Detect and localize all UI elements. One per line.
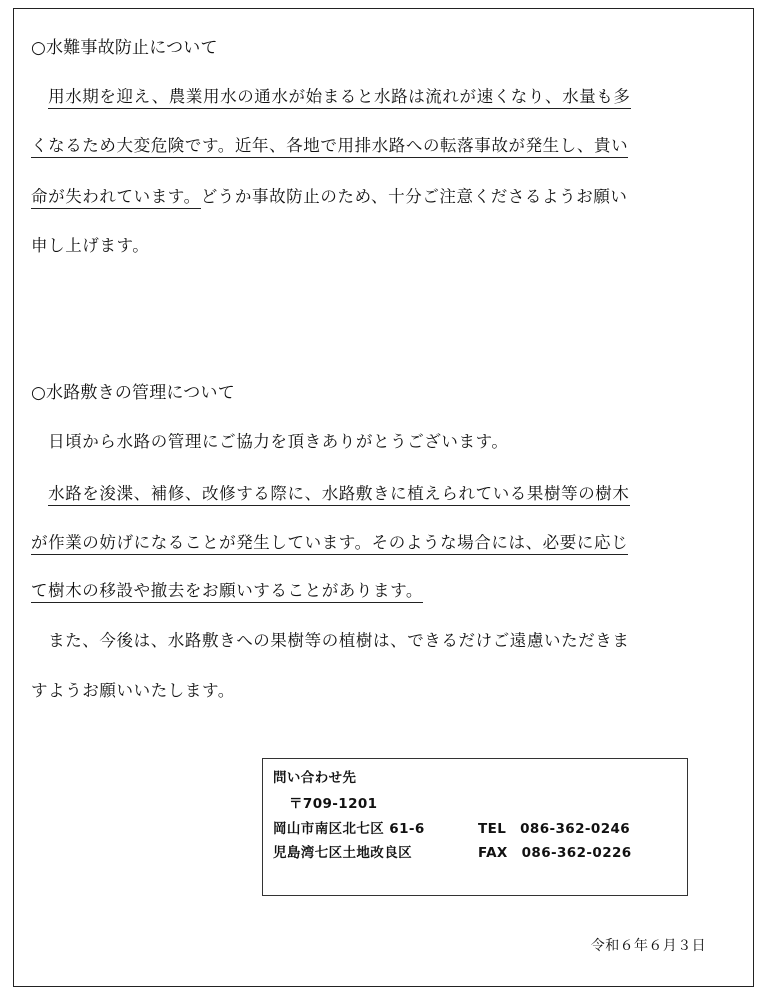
contact-organization: 児島湾七区土地改良区 (273, 845, 412, 861)
contact-title: 問い合わせ先 (273, 770, 357, 786)
section2-line-2: 水路を浚渫、補修、改修する際に、水路敷きに植えられている果樹等の樹木 (31, 480, 630, 504)
section2-line-1: 日頃から水路の管理にご協力を頂きありがとうございます。 (48, 432, 509, 451)
issue-date: 令和６年６月３日 (590, 938, 706, 954)
section1-heading: ○水難事故防止について (31, 38, 218, 58)
contact-postal-code: 〒709-1201 (289, 796, 378, 812)
section2-line-5: また、今後は、水路敷きへの果樹等の植樹は、できるだけご遠慮いただきま (48, 631, 630, 650)
section2-heading: ○水路敷きの管理について (31, 383, 235, 403)
section2-line-3: が作業の妨げになることが発生しています。そのような場合には、必要に応じ (31, 529, 628, 553)
section1-line-4: 申し上げます。 (31, 236, 150, 255)
section1-line-2: くなるため大変危険です。近年、各地で用排水路への転落事故が発生し、貴い (31, 132, 628, 156)
section2-line-6: すようお願いいたします。 (31, 681, 235, 700)
section1-line-1: 用水期を迎え、農業用水の通水が始まると水路は流れが速くなり、水量も多 (31, 83, 631, 107)
section1-line-3: 命が失われています。どうか事故防止のため、十分ご注意くださるようお願い (31, 183, 628, 207)
contact-box (262, 758, 688, 896)
contact-fax: FAX 086-362-0226 (478, 845, 632, 861)
section2-line-4: て樹木の移設や撤去をお願いすることがあります。 (31, 577, 423, 601)
contact-address: 岡山市南区北七区 61-6 (273, 821, 425, 837)
contact-tel: TEL 086-362-0246 (478, 821, 631, 837)
